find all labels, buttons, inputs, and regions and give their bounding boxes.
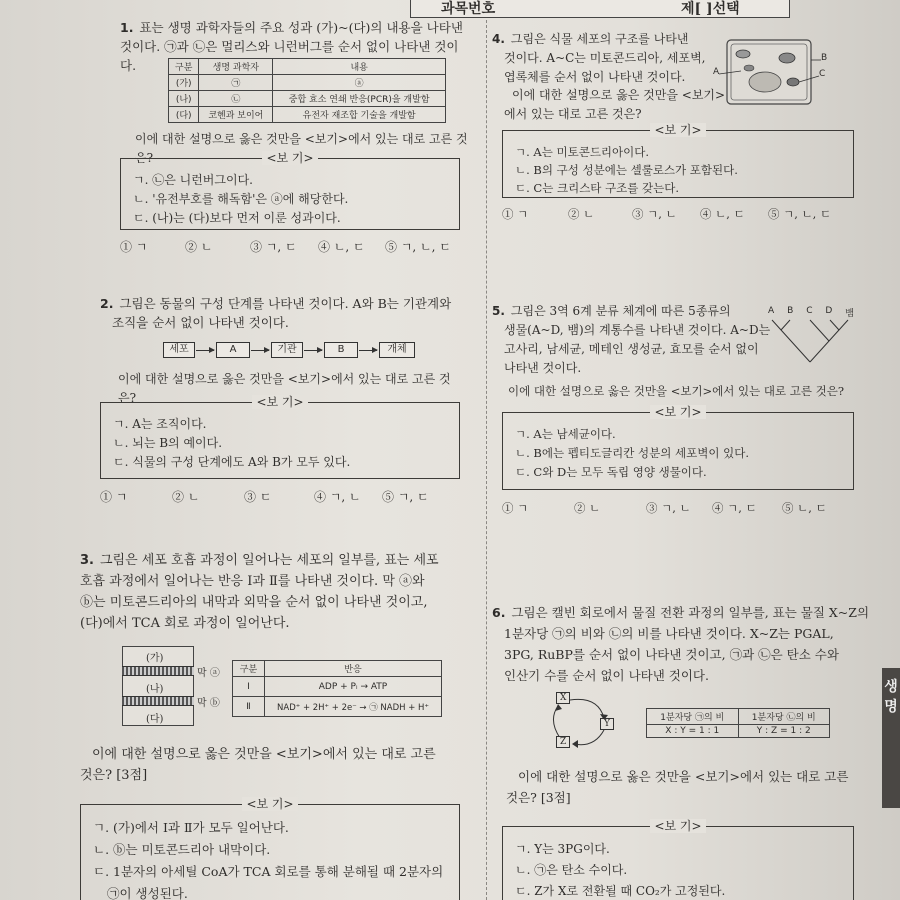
table-header: 1분자당 ㉠의 비 [647,709,739,725]
cycle-node-y: Y [600,718,614,730]
choice-4[interactable]: ④ ㄱ, ㄴ [314,490,361,504]
tree-label: B [787,306,794,316]
question-text: ⓑ는 미토콘드리아의 내막과 외막을 순서 없이 나타낸 것이고, [80,595,428,610]
choice-3[interactable]: ③ ㄱ, ㄴ [646,501,691,515]
elective-label: 제[ ]선택 [681,1,740,17]
answer-choices [120,238,465,255]
q5-phylogenetic-tree [764,306,854,364]
question-prompt: 이에 대한 설명으로 옳은 것만을 <보기>에서 있는 대로 고른 것은? [135,132,468,165]
bogi-item: ㄱ. Y는 3PG이다. [515,842,610,856]
table-header: 반응 [265,661,442,677]
question-text: 호흡 과정에서 일어나는 반응 Ⅰ과 Ⅱ를 나타낸 것이다. 막 ⓐ와 [80,574,425,589]
question-text: 나타낸 것이다. [504,361,582,375]
question-text: 생물(A~D, 뱀)의 계통수를 나타낸 것이다. A~D는 [504,323,771,337]
question-number: 4. [492,32,505,46]
cell-label-b: B [821,53,828,63]
answer-choices [502,500,862,516]
table-header: 구분 [169,59,199,75]
bogi-title: <보 기> [252,395,307,409]
bogi-item: ㄷ. 1분자의 아세틸 CoA가 TCA 회로를 통해 분해될 때 2분자의 [93,864,444,879]
cell-label-a: A [713,67,720,77]
choice-4[interactable]: ④ ㄴ, ㄷ [318,240,365,254]
choice-3[interactable]: ③ ㄱ, ㄴ [632,207,677,221]
bogi-item: ㄱ. ㉡은 니런버그이다. [133,173,253,187]
bogi-item: ㄴ. B의 구성 성분에는 셀룰로스가 포함된다. [515,163,738,177]
question-prompt: 이에 대한 설명으로 옳은 것만을 <보기> 에서 있는 대로 고른 것은? [504,88,726,121]
choice-1[interactable]: ① ㄱ [502,207,529,221]
bogi-item: ㄴ. B에는 펩티도글리칸 성분의 세포벽이 있다. [515,446,749,460]
bogi-title: <보 기> [650,405,705,419]
question-prompt: 이에 대한 설명으로 옳은 것만을 <보기>에서 있는 대로 고른 것은? [3점] [506,769,849,805]
choice-2[interactable]: ② ㄴ [574,501,601,515]
flow-box: 세포 [163,342,195,358]
bogi-item: ㄷ. Z가 X로 전환될 때 CO₂가 고정된다. [515,884,726,898]
bogi-title: <보 기> [242,797,297,811]
table-header: 구분 [233,661,265,677]
flow-box: 개체 [379,342,415,358]
bogi-item: ㄴ. ㉠은 탄소 수이다. [515,863,628,877]
membrane-a [122,666,194,676]
choice-1[interactable]: ① ㄱ [502,501,529,515]
bogi-item: ㄴ. '유전부호를 해독함'은 ⓐ에 해당한다. [133,192,349,206]
membrane-label: 막 ⓐ [197,668,220,679]
answer-choices [502,206,862,222]
question-text: 3PG, RuBP를 순서 없이 나타낸 것이고, ㉠과 ㉡은 탄소 수와 [504,647,839,662]
question-2 [100,294,470,332]
bogi-box [502,123,854,198]
plant-cell-illustration [713,38,833,108]
flow-arrow [304,350,322,351]
bogi-item: ㄱ. A는 미토콘드리아이다. [515,145,650,159]
bogi-box [120,151,460,230]
question-prompt: 이에 대한 설명으로 옳은 것만을 <보기>에서 있는 대로 고른 것은? [508,384,845,398]
header-bar [410,0,790,18]
table-row: Ⅰ ADP + Pᵢ → ATP [233,677,442,697]
region-label: (나) [146,684,164,695]
question-text: 그림은 식물 세포의 구조를 나타낸 [510,32,689,46]
cycle-node-x: X [556,692,570,704]
question-5 [492,302,775,378]
choice-2[interactable]: ② ㄴ [185,240,213,254]
question-number: 3. [80,553,94,568]
bogi-title: <보 기> [262,151,317,165]
question-text: 그림은 캘빈 회로에서 물질 전환 과정의 일부를, 표는 물질 X~Z의 [511,605,870,620]
table-row: Ⅱ NAD⁺ + 2H⁺ + 2e⁻ → ㉠ NADH + H⁺ [233,697,442,717]
membrane-b [122,696,194,706]
question-number: 1. [120,20,134,35]
bogi-item: ㄱ. A는 남세균이다. [515,427,616,441]
question-text: 그림은 세포 호흡 과정이 일어나는 세포의 일부를, 표는 세포 [99,553,439,568]
table-header: 생명 과학자 [199,59,273,75]
question-number: 6. [492,605,506,620]
q1-table [168,58,446,123]
answer-choices [100,488,465,505]
question-4 [492,30,720,87]
bogi-box [80,797,460,900]
cell-label-c: C [819,69,826,79]
bogi-title: <보 기> [650,123,705,137]
question-text: 엽록체를 순서 없이 나타낸 것이다. [504,70,686,84]
region-label: (가) [146,653,164,664]
flow-arrow [251,350,269,351]
table-row: (가) ㉠ ⓐ [169,75,446,91]
q6-calvin-cycle-diagram [548,690,628,752]
question-number: 5. [492,304,505,318]
subject-side-tab: 생명 [882,668,900,808]
bogi-item: ㄱ. A는 조직이다. [113,417,207,431]
column-divider [486,20,487,900]
question-text: 인산기 수를 순서 없이 나타낸 것이다. [504,668,709,683]
bogi-item: ㉠이 생성된다. [107,886,188,900]
flow-box: A [216,342,250,358]
question-text: 1분자당 ㉠의 비와 ㉡의 비를 나타낸 것이다. X~Z는 PGAL, [504,626,834,641]
choice-3[interactable]: ③ ㄱ, ㄷ [250,240,297,254]
bogi-item: ㄴ. 뇌는 B의 예이다. [113,436,223,450]
bogi-item: ㄷ. (나)는 (다)보다 먼저 이룬 성과이다. [133,211,341,225]
bogi-box [100,395,460,479]
tree-label: C [806,306,813,316]
subject-number-label: 과목번호 [441,1,496,17]
flow-box: B [324,342,358,358]
bogi-item: ㄷ. C는 크리스타 구조를 갖는다. [515,181,680,195]
choice-2[interactable]: ② ㄴ [172,490,200,504]
bogi-title: <보 기> [650,819,705,833]
cycle-node-z: Z [556,736,570,748]
choice-4[interactable]: ④ ㄴ, ㄷ [700,207,745,221]
question-text: 조직을 순서 없이 나타낸 것이다. [112,315,289,330]
q3-membrane-diagram [122,646,222,726]
q6-table [646,708,830,738]
question-text: 표는 생명 과학자들의 주요 성과 (가)~(다)의 내용을 나타낸 [139,20,463,35]
question-text: 고사리, 남세균, 메테인 생성균, 효모를 순서 없이 [504,342,759,356]
flow-arrow [196,350,214,351]
tree-label: D [825,306,833,316]
flow-box: 기관 [271,342,303,358]
region-label: (다) [146,714,164,725]
question-3 [80,550,470,634]
question-text: 그림은 3역 6계 분류 체계에 따른 5종류의 [510,304,731,318]
question-6 [492,602,872,686]
choice-5[interactable]: ⑤ ㄴ, ㄷ [782,501,827,515]
choice-5[interactable]: ⑤ ㄱ, ㄷ [382,490,429,504]
choice-5[interactable]: ⑤ ㄱ, ㄴ, ㄷ [768,207,832,221]
choice-5[interactable]: ⑤ ㄱ, ㄴ, ㄷ [385,240,451,254]
question-prompt: 이에 대한 설명으로 옳은 것만을 <보기>에서 있는 대로 고른 것은? [3점] [80,747,436,783]
q3-table [232,660,442,717]
table-header: 1분자당 ㉡의 비 [738,709,830,725]
membrane-label: 막 ⓑ [197,698,220,709]
question-number: 2. [100,296,114,311]
table-row: X : Y = 1 : 1 Y : Z = 1 : 2 [647,725,830,738]
tree-lines [764,318,854,366]
choice-2[interactable]: ② ㄴ [568,207,595,221]
flow-arrow [359,350,377,351]
question-text: (다)에서 TCA 회로 과정이 일어난다. [80,616,290,631]
choice-3[interactable]: ③ ㄷ [244,490,272,504]
bogi-item: ㄷ. 식물의 구성 단계에도 A와 B가 모두 있다. [113,455,351,469]
table-row: (나) ㉡ 중합 효소 연쇄 반응(PCR)을 개발함 [169,91,446,107]
bogi-box [502,405,854,490]
bogi-item: ㄱ. (가)에서 Ⅰ과 Ⅱ가 모두 일어난다. [93,820,289,835]
choice-1[interactable]: ① ㄱ [100,490,128,504]
bogi-item: ㄷ. C와 D는 모두 독립 영양 생물이다. [515,465,707,479]
tree-label: 뱀 [845,309,854,319]
bogi-item: ㄴ. ⓑ는 미토콘드리아 내막이다. [93,842,271,857]
choice-4[interactable]: ④ ㄱ, ㄷ [712,501,757,515]
question-prompt: 이에 대한 설명으로 옳은 것만을 <보기>에서 있는 대로 고른 것은? [118,372,451,405]
q4-plant-cell-diagram [713,38,833,108]
table-header: 내용 [273,59,446,75]
tree-label: A [768,306,775,316]
question-text: 것이다. ㉠과 ㉡은 멀리스와 니런버그를 순서 없이 나타낸 것이다. [120,39,459,73]
table-row: (다) 코헨과 보이어 유전자 재조합 기술을 개발함 [169,107,446,123]
choice-1[interactable]: ① ㄱ [120,240,148,254]
question-text: 것이다. A~C는 미토콘드리아, 세포벽, [504,51,706,65]
bogi-box [502,819,854,900]
question-text: 그림은 동물의 구성 단계를 나타낸 것이다. A와 B는 기관계와 [119,296,452,311]
